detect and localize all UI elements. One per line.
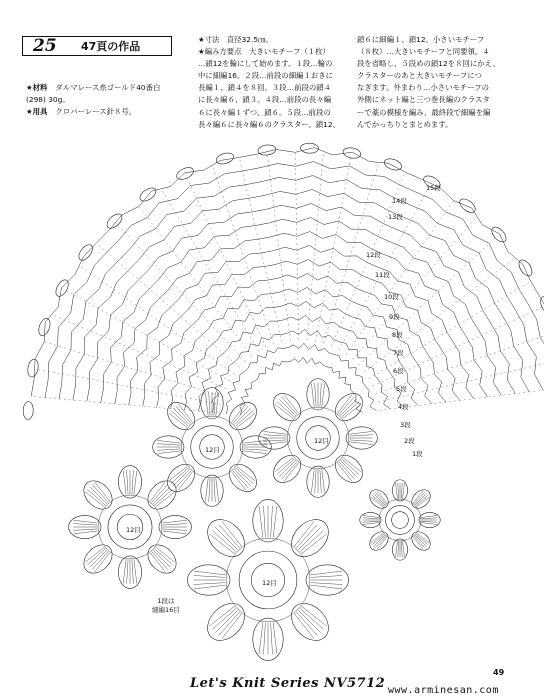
motif-stitch — [310, 585, 342, 589]
motif-stitch — [401, 483, 402, 499]
motif-stitch — [320, 469, 321, 493]
motif-stitch — [215, 527, 238, 550]
motif-stitch — [315, 469, 316, 493]
motif-stitch — [263, 440, 287, 441]
motif-stitch — [340, 399, 357, 416]
motif-stitch — [294, 521, 314, 546]
motif-stitch — [209, 606, 234, 626]
motif-stitch — [417, 533, 430, 543]
motif-stitch — [134, 559, 137, 583]
motif-stitch — [158, 440, 181, 443]
edge-petal — [489, 225, 509, 245]
round-label: 9段 — [389, 313, 400, 321]
motif-stitch — [340, 460, 357, 477]
motif-stitch — [231, 472, 246, 491]
watermark-text: www.arminesan.com — [388, 685, 499, 696]
net-round-arc — [45, 162, 544, 398]
stitch-ray — [339, 186, 430, 350]
motif-stitch — [279, 460, 296, 477]
motif-stitch — [343, 457, 362, 472]
net-round-arc — [101, 218, 502, 403]
motif-stitch — [322, 469, 325, 492]
motif-stitch — [363, 521, 379, 522]
motif-stitch — [92, 551, 108, 569]
motif-stitch — [371, 533, 384, 543]
motif-stitch — [194, 576, 226, 578]
round-label: 14段 — [392, 197, 407, 205]
motif-stitch — [153, 487, 170, 504]
motif-stitch — [320, 383, 321, 407]
motif-stitch — [403, 541, 405, 557]
edge-petal — [138, 185, 159, 203]
chain-count-label: 12目 — [314, 437, 329, 445]
motif-stitch — [90, 550, 107, 567]
motif-stitch — [236, 468, 254, 484]
motif-stitch — [154, 489, 172, 505]
motif-stitch — [85, 547, 104, 562]
motif-stitch — [349, 442, 372, 445]
edge-petal — [76, 242, 95, 262]
motif-stitch — [396, 483, 398, 499]
stitch-ray — [53, 315, 226, 388]
motif-stitch — [95, 553, 110, 572]
motif-stitch — [284, 395, 299, 414]
instructions-column-1: ★寸法 直径32.5㎝。 ★編み方要点 大きいモチーフ（１枚） …鎖12を輪にして始めます。１段…輪の 中に細編16。２段…前段の細編１おきに 長編１、鎖４を８回。３段…前段の鎖４ に長々編６、鎖３。４段…前段の長々編 ６に長々編１ずつ、鎖６。５段…前段の 長々編６に長々編６のクラスター、鎖12、 — [198, 35, 340, 129]
chain-count-label: 12目 — [205, 446, 220, 454]
edge-petal — [23, 401, 34, 419]
motif-stitch — [157, 449, 181, 450]
motif-stitch — [315, 383, 316, 407]
motif-stitch — [88, 549, 106, 565]
motif-stitch — [74, 531, 98, 534]
motif-stitch — [90, 487, 107, 504]
motif-center-ring — [392, 512, 409, 529]
motif-stitch — [233, 471, 249, 489]
motif-stitch — [415, 535, 426, 546]
motif-stitch — [300, 608, 324, 629]
motif-stitch — [284, 463, 299, 482]
round-label: 15段 — [426, 184, 441, 192]
motif-stitch — [212, 531, 236, 552]
motif-stitch — [273, 506, 277, 538]
motif-stitch — [302, 534, 327, 554]
motif-stitch — [339, 397, 355, 415]
motif-stitch — [222, 521, 242, 546]
round-label: 3段 — [400, 421, 411, 429]
round-label: 7段 — [393, 349, 404, 357]
net-round-arc — [31, 148, 544, 397]
net-round-arc — [115, 232, 488, 404]
motif-stitch — [176, 406, 192, 424]
net-round-arc — [185, 301, 419, 410]
motif-stitch — [132, 559, 134, 583]
round-label: 1段 — [412, 450, 423, 458]
motif-stitch — [216, 478, 219, 501]
motif-stitch — [413, 491, 423, 504]
motif-stitch — [271, 623, 273, 655]
motif-stitch — [363, 518, 379, 519]
motif-stitch — [237, 466, 256, 481]
motif-stitch — [298, 610, 321, 633]
motif-stitch — [194, 583, 226, 585]
motif-stitch — [243, 444, 266, 445]
motif-stitch — [300, 531, 324, 552]
motif-stitch — [173, 469, 190, 486]
edge-petal — [538, 295, 544, 316]
motif-stitch — [339, 462, 355, 480]
motif-stitch — [311, 583, 343, 585]
motif-stitch — [337, 395, 352, 414]
motif-stitch — [371, 497, 384, 507]
motif-stitch — [264, 431, 287, 434]
edge-petal — [26, 358, 39, 378]
pattern-title: 47頁の作品 — [81, 40, 141, 53]
motif-stitch — [311, 576, 343, 578]
net-round-arc — [240, 357, 363, 415]
motif-stitch — [302, 606, 327, 626]
motif-stitch — [396, 541, 398, 557]
net-round-arc — [73, 190, 529, 401]
motif-stitch — [349, 440, 373, 441]
motif-stitch — [134, 471, 137, 495]
edge-petal — [516, 258, 534, 279]
motif-stitch — [421, 521, 437, 522]
edge-petal — [105, 211, 125, 231]
round-label: 11段 — [375, 271, 390, 279]
stitch-ray — [66, 290, 230, 381]
motif-stitch — [337, 463, 352, 482]
motif-stitch — [275, 457, 294, 472]
motif-stitch — [279, 399, 296, 416]
motif-stitch — [154, 549, 172, 565]
page-number: 49 — [493, 668, 505, 677]
motif-stitch — [349, 431, 372, 434]
motif-stitch — [264, 442, 287, 445]
round-label: 12段 — [366, 251, 381, 259]
motif-stitch — [343, 404, 362, 419]
chain-count-label: 12目 — [126, 526, 141, 534]
motif-stitch — [421, 518, 437, 519]
motif-stitch — [171, 411, 189, 427]
motif-stitch — [234, 408, 251, 425]
round1-note: 1段は 細編16目 — [152, 597, 180, 614]
motif-stitch — [153, 550, 170, 567]
motif-stitch — [311, 384, 314, 407]
stitch-ray — [240, 159, 282, 342]
motif-stitch — [150, 553, 165, 572]
hook-value: クロバーレース針８号。 — [55, 107, 137, 116]
motif-stitch — [421, 516, 437, 518]
motif-stitch — [421, 523, 437, 525]
stitch-ray — [307, 153, 323, 340]
net-round-arc — [212, 329, 390, 412]
motif-stitch — [296, 524, 317, 548]
motif-stitch — [298, 527, 321, 550]
motif-ring — [386, 506, 415, 535]
motif-stitch — [237, 413, 256, 428]
motif-stitch — [415, 494, 426, 505]
motif-stitch — [236, 411, 254, 427]
net-round-arc — [129, 245, 474, 405]
hook-label: ★用具 — [26, 107, 48, 116]
motif-stitch — [157, 444, 181, 445]
motif-stitch — [296, 612, 317, 636]
motif-stitch — [342, 459, 360, 475]
motif-stitch — [398, 541, 399, 557]
motif-stitch — [127, 559, 129, 583]
motif-stitch — [171, 468, 189, 484]
motif-stitch — [264, 623, 266, 655]
round-label: 6段 — [393, 367, 404, 375]
motif-stitch — [282, 397, 298, 415]
motif-stitch — [212, 608, 236, 629]
motif-stitch — [243, 449, 266, 450]
motif-stitch — [205, 478, 208, 501]
edge-petal — [383, 157, 403, 173]
chain-count-label: 12目 — [262, 579, 277, 587]
motif-stitch — [363, 516, 379, 518]
motif-stitch — [152, 485, 168, 503]
motif-stitch — [311, 469, 314, 492]
motif-stitch — [73, 529, 97, 531]
thread-value: ダルマレース糸ゴールド40番白(298) 30g。 — [26, 83, 161, 104]
motif-stitch — [275, 404, 294, 419]
motif-stitch — [169, 466, 188, 481]
motif-stitch — [374, 494, 385, 505]
pattern-number: 25 — [33, 36, 57, 56]
motif-stitch — [150, 482, 165, 501]
motif-stitch — [264, 506, 266, 538]
motif-stitch — [374, 535, 385, 546]
motif-stitch — [277, 402, 295, 418]
stitch-ray — [81, 266, 235, 374]
motif-stitch — [123, 559, 126, 583]
motif-stitch — [158, 451, 181, 454]
motif-stitch — [162, 529, 186, 531]
motif-stitch — [403, 483, 405, 499]
motif-stitch — [152, 551, 168, 569]
series-title: Let's Knit Series NV5712 — [190, 676, 386, 691]
stitch-ray — [44, 342, 224, 397]
motif-stitch — [413, 537, 423, 550]
motif-stitch — [156, 547, 175, 562]
motif-stitch — [234, 469, 251, 486]
motif-stitch — [194, 585, 226, 589]
motif-stitch — [277, 459, 295, 475]
motif-stitch — [273, 622, 277, 654]
motif-stitch — [209, 534, 234, 554]
round-label: 5段 — [396, 385, 407, 393]
motif-stitch — [259, 506, 263, 538]
motif-stitch — [205, 393, 208, 416]
motif-stitch — [215, 610, 238, 633]
motif-stitch — [310, 571, 342, 575]
motif-stitch — [377, 537, 387, 550]
motif-stitch — [92, 485, 108, 503]
motif-stitch — [169, 413, 188, 428]
round-label: 4段 — [398, 403, 409, 411]
motif-stitch — [176, 471, 192, 489]
motif-stitch — [349, 435, 373, 436]
motif-stitch — [127, 470, 129, 494]
motif-stitch — [377, 491, 387, 504]
motif-stitch — [417, 497, 430, 507]
motif-stitch — [156, 492, 175, 507]
motif-stitch — [214, 392, 215, 416]
stitch-ray — [187, 177, 267, 347]
motif-stitch — [85, 492, 104, 507]
motif-stitch — [73, 524, 97, 526]
motif-stitch — [132, 470, 134, 494]
motif-stitch — [95, 482, 110, 501]
motif-stitch — [282, 462, 298, 480]
motif-stitch — [222, 614, 242, 639]
round-label: 13段 — [388, 213, 403, 221]
motif-stitch — [259, 622, 263, 654]
round-label: 2段 — [404, 437, 415, 445]
motif-stitch — [263, 435, 287, 436]
round-label: 8段 — [392, 331, 403, 339]
stitch-ray — [267, 154, 290, 341]
round-label: 10段 — [384, 293, 399, 301]
motif-stitch — [162, 531, 186, 534]
stitch-ray — [213, 167, 274, 345]
motif-stitch — [322, 384, 325, 407]
motif-stitch — [123, 471, 126, 495]
motif-stitch — [162, 520, 186, 523]
motif-stitch — [173, 408, 190, 425]
motif-stitch — [88, 489, 106, 505]
stitch-ray — [33, 397, 220, 413]
motif-stitch — [214, 478, 215, 502]
motif-stitch — [219, 524, 240, 548]
motif-stitch — [398, 483, 399, 499]
motif-stitch — [401, 541, 402, 557]
motif-stitch — [294, 614, 314, 639]
motif-stitch — [243, 440, 266, 443]
motif-stitch — [219, 612, 240, 636]
net-round-arc — [226, 343, 376, 413]
motif-stitch — [209, 478, 210, 502]
motif-stitch — [162, 524, 186, 526]
motif-stitch — [194, 571, 226, 575]
net-round-arc — [143, 259, 460, 406]
stitch-ray — [162, 190, 259, 351]
stitch-ray — [98, 244, 240, 367]
motif-stitch — [243, 451, 266, 454]
motif-stitch — [271, 506, 273, 538]
instructions-column-2: 鎖６に細編１、鎖12。小さいモチーフ （８枚）…大きいモチーフと同要領。４ 段を省略し、５段めの鎖12を８回にかえ、 クラスターのあと大きいモチーフにつ なぎます。外まわり…小さいモチーフの 外側にネット編と三つ巻長編のクラスタ ーで薬の模様を編み、最終段で細編を編 んでかっちりとまとめます。 — [357, 35, 500, 129]
motif-stitch — [231, 404, 246, 423]
thread-label: ★材料 — [26, 83, 48, 92]
motif-stitch — [74, 520, 98, 523]
motif-stitch — [178, 472, 193, 491]
motif-stitch — [363, 523, 379, 525]
